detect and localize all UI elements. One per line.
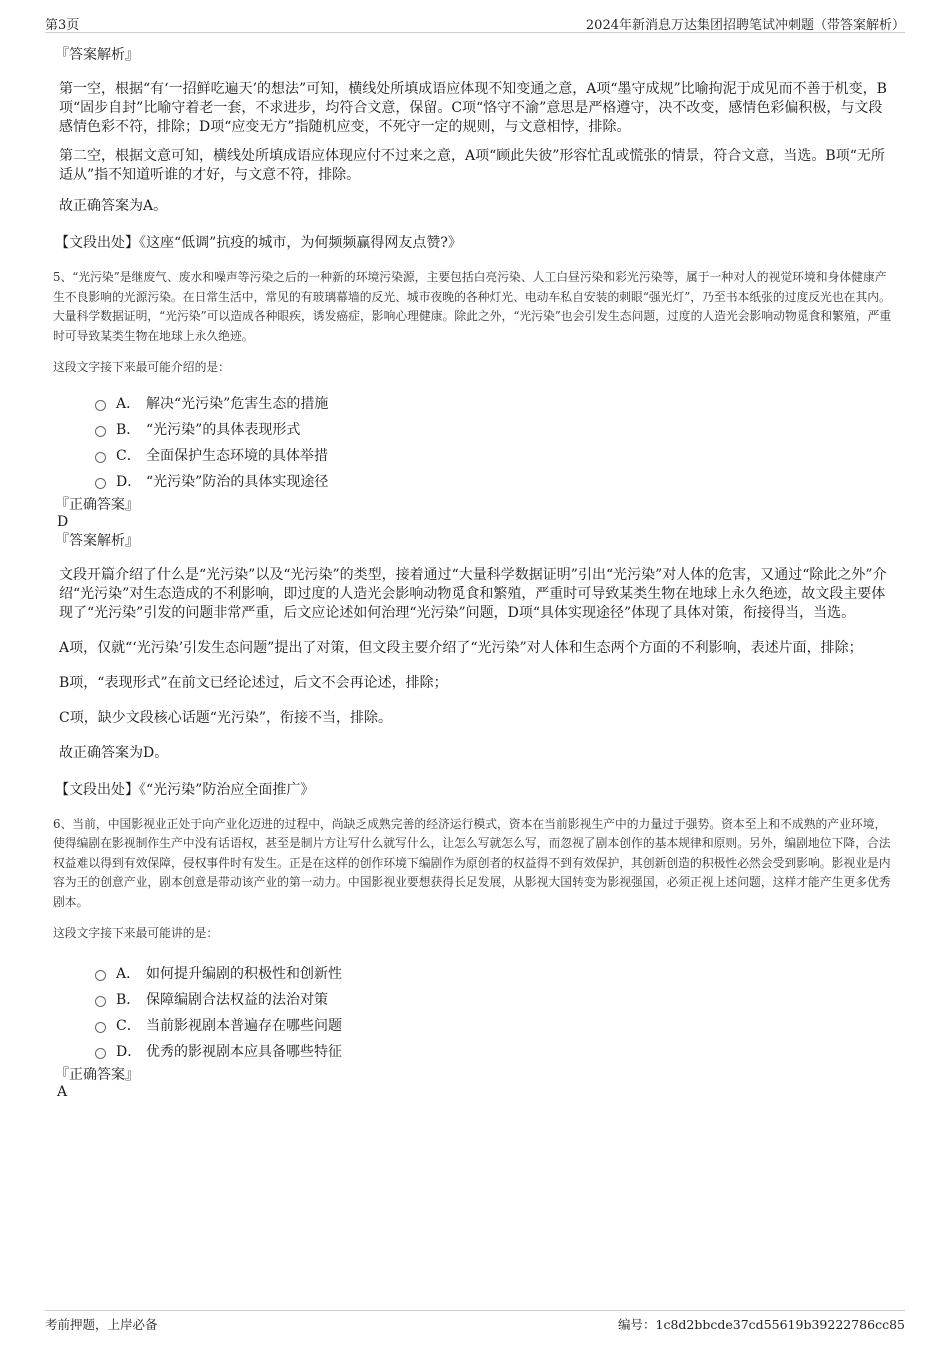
q4-analysis-tag: 『答案解析』 [55, 47, 139, 63]
q5-stem: 5、“光污染”是继废气、废水和噪声等污染之后的一种新的环境污染源，主要包括白亮污染、人工白昼污染和彩光污染等，属于一种对人的视觉环境和身体健康产生不良影响的光源污染。在日常生活中，常见的有玻璃幕墙的反光、城市夜晚的各种灯光、电动车私自安装的刺眼“强光灯”，乃至书本纸张的过度反光也在其内。大量科学数据证明，“光污染”可以造成各种眼疾，诱发癌症，影响心理健康。除此之外，“光污染”也会引发生态问题，过度的人造光会影响动物觅食和繁殖，严重时可导致某类生物在地球上永久绝迹。 [53, 270, 892, 343]
radio-icon[interactable] [95, 426, 106, 437]
document-code: 编号：1c8d2bbcde37cd55619b39222786cc85 [618, 1317, 905, 1332]
q5-analysis-paragraph-4: C项，缺少文段核心话题“光污染”，衔接不当，排除。 [59, 709, 393, 726]
q5-options [55, 390, 895, 494]
page-header [45, 14, 905, 33]
q6-stem: 6、当前，中国影视业正处于向产业化迈进的过程中，尚缺乏成熟完善的经济运行模式，资本在当前影视生产中的力量过于强势。资本至上和不成熟的产业环境，使得编剧在影视制作生产中没有话语权，甚至是制片方让写什么就写什么，让怎么写就怎么写，而忽视了剧本创作的基本规律和原则。另外，编剧地位下降，合法权益难以得到有效保障，侵权事件时有发生。正是在这样的创作环境下编剧作为原创者的权益得不到有效保护，其创新创造的积极性必然会受到影响。影视业是内容为王的创意产业，剧本创意是带动该产业的第一动力。中国影视业要想获得长足发展，从影视大国转变为影视强国，必须正视上述问题，这样才能产生更多优秀剧本。 [53, 816, 891, 909]
q5-analysis-paragraph-2: A项，仅就“‘光污染’引发生态问题”提出了对策，但文段主要介绍了“光污染”对人体和生态两个方面的不利影响，表述片面，排除； [59, 639, 863, 656]
page-footer [45, 1310, 905, 1335]
q5-answer-tag: 『正确答案』 [55, 496, 139, 513]
q4-source: 【文段出处】《这座“低调”抗疫的城市，为何频频赢得网友点赞?》 [55, 235, 462, 251]
q5-analysis-tag: 『答案解析』 [55, 532, 139, 549]
q6-option-c[interactable]: C． 当前影视剧本普遍存在哪些问题 [95, 1012, 895, 1038]
q6-question: 这段文字接下来最可能讲的是： [53, 926, 219, 940]
q5-analysis-paragraph-1: 文段开篇介绍了什么是“光污染”以及“光污染”的类型，接着通过“大量科学数据证明”引出“光污染”对人体的危害，又通过“除此之外”介绍“光污染”对生态造成的不利影响，即过度的人造光会影响动物觅食和繁殖，严重时可导致某类生物在地球上永久绝迹，故文段主要体现了“光污染”引发的问题非常严重，后文应论述如何治理“光污染”问题，D项“具体实现途径”体现了具体对策，衔接得当，当选。 [59, 566, 887, 621]
radio-icon[interactable] [95, 400, 106, 411]
page-content [55, 44, 895, 1100]
q6-answer-tag: 『正确答案』 [55, 1066, 139, 1083]
q5-source: 【文段出处】《“光污染”防治应全面推广》 [55, 781, 315, 798]
footer-slogan: 考前押题，上岸必备 [45, 1317, 158, 1332]
q5-option-a[interactable]: A． 解决“光污染”危害生态的措施 [95, 390, 895, 416]
page-number: 第3页 [45, 18, 80, 33]
q5-option-c[interactable]: C． 全面保护生态环境的具体举措 [95, 442, 895, 468]
q4-conclusion: 故正确答案为A。 [59, 198, 168, 214]
document-title: 2024年新消息万达集团招聘笔试冲刺题（带答案解析） [585, 18, 905, 33]
q4-analysis-paragraph-1: 第一空，根据“有‘一招鲜吃遍天’的想法”可知，横线处所填成语应体现不知变通之意，A项“墨守成规”比喻拘泥于成见而不善于机变，B项“固步自封”比喻守着老一套，不求进步，均符合文意，保留。C项“恪守不渝”意思是严格遵守，决不改变，感情色彩偏积极，与文段感情色彩不符，排除；D项“应变无方”指随机应变，不死守一定的规则，与文意相悖，排除。 [59, 81, 887, 135]
q5-analysis-paragraph-3: B项，“表现形式”在前文已经论述过，后文不会再论述，排除； [59, 674, 448, 691]
q6-answer: A [57, 1083, 68, 1100]
radio-icon[interactable] [95, 1048, 106, 1059]
q5-option-d[interactable]: D． “光污染”防治的具体实现途径 [95, 468, 895, 494]
q5-question: 这段文字接下来最可能介绍的是： [53, 360, 230, 374]
radio-icon[interactable] [95, 452, 106, 463]
q6-option-d[interactable]: D． 优秀的影视剧本应具备哪些特征 [95, 1038, 895, 1064]
q5-option-b[interactable]: B． “光污染”的具体表现形式 [95, 416, 895, 442]
q5-answer: D [57, 513, 69, 530]
q6-options [55, 960, 895, 1064]
radio-icon[interactable] [95, 970, 106, 981]
q4-analysis-paragraph-2: 第二空，根据文意可知，横线处所填成语应体现应付不过来之意，A项“顾此失彼”形容忙乱或慌张的情景，符合文意，当选。B项“无所适从”指不知道听谁的才好，与文意不符，排除。 [59, 148, 885, 183]
radio-icon[interactable] [95, 1022, 106, 1033]
radio-icon[interactable] [95, 478, 106, 489]
radio-icon[interactable] [95, 996, 106, 1007]
q6-option-a[interactable]: A． 如何提升编剧的积极性和创新性 [95, 960, 895, 986]
q6-option-b[interactable]: B． 保障编剧合法权益的法治对策 [95, 986, 895, 1012]
q5-conclusion: 故正确答案为D。 [59, 744, 169, 761]
